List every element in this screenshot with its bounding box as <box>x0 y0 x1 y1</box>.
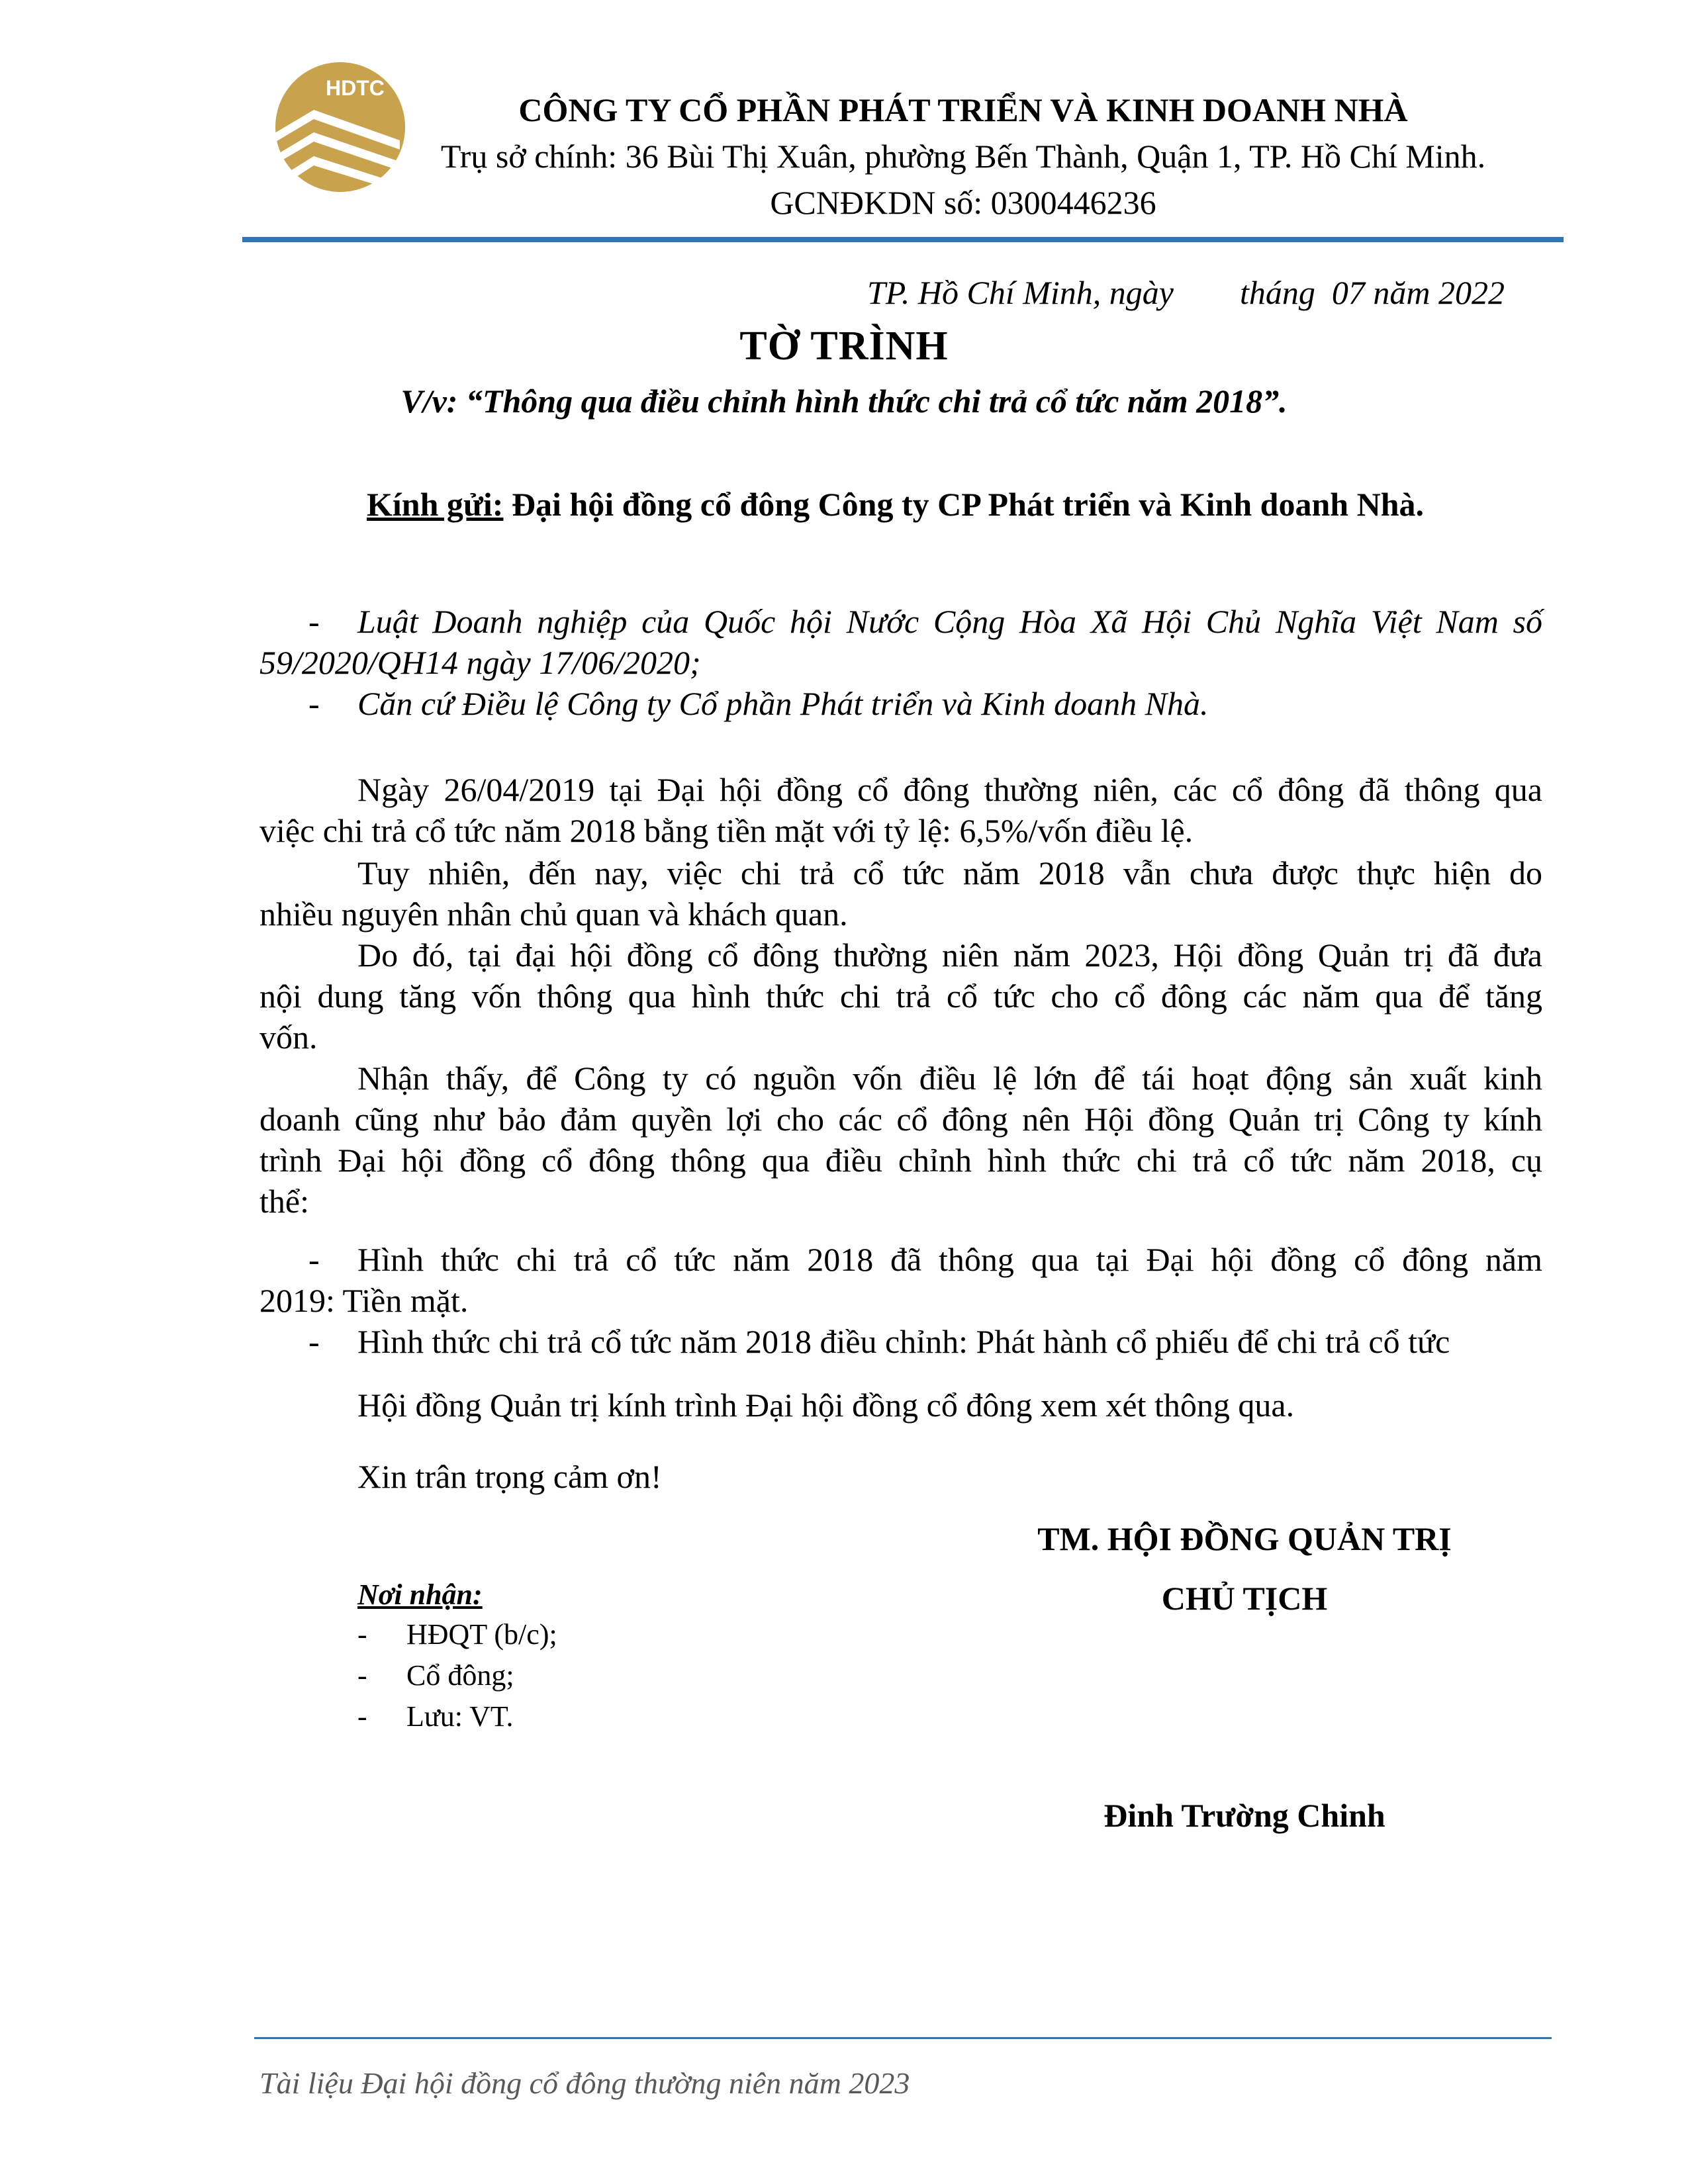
paragraph-2-line1: Tuy nhiên, đến nay, việc chi trả cổ tức năm 2018 vẫn chưa được thực hiện do <box>357 854 1542 891</box>
document-title: TỜ TRÌNH <box>739 324 949 369</box>
bullet-dash: - <box>308 685 320 722</box>
document-subject: V/v: “Thông qua điều chỉnh hình thức chi trả cổ tức năm 2018”. <box>400 383 1288 420</box>
paragraph-1-line2: việc chi trả cổ tức năm 2018 bằng tiền mặt với tỷ lệ: 6,5%/vốn điều lệ. <box>259 812 1194 849</box>
legal-basis-1-line2: 59/2020/QH14 ngày 17/06/2020; <box>259 644 701 681</box>
paragraph-4-line1: Nhận thấy, để Công ty có nguồn vốn điều lệ lớn để tái hoạt động sản xuất kinh <box>357 1060 1542 1097</box>
bullet-1-line1: Hình thức chi trả cổ tức năm 2018 đã thông qua tại Đại hội đồng cổ đông năm <box>357 1241 1542 1278</box>
bullet-dash: - <box>308 603 320 640</box>
closing-request: Hội đồng Quản trị kính trình Đại hội đồng cổ đông xem xét thông qua. <box>357 1387 1295 1424</box>
signer-name: Đinh Trường Chinh <box>1103 1797 1385 1834</box>
header-rule <box>242 237 1564 242</box>
recipients-label: Nơi nhận: <box>357 1578 483 1611</box>
paragraph-4-line3: trình Đại hội đồng cổ đông thông qua điều chỉnh hình thức chi trả cổ tức năm 2018, cụ <box>259 1142 1542 1179</box>
paragraph-2-line2: nhiều nguyên nhân chủ quan và khách quan. <box>259 895 848 933</box>
recipient-label: Kính gửi: <box>367 486 504 523</box>
paragraph-1-line1: Ngày 26/04/2019 tại Đại hội đồng cổ đông thường niên, các cổ đông đã thông qua <box>357 771 1542 808</box>
recipient-text: Đại hội đồng cổ đông Công ty CP Phát triển và Kinh doanh Nhà. <box>503 486 1425 523</box>
bullet-1-line2: 2019: Tiền mặt. <box>259 1282 469 1319</box>
closing-thanks: Xin trân trọng cảm ơn! <box>357 1458 662 1495</box>
company-address: Trụ sở chính: 36 Bùi Thị Xuân, phường Bến Thành, Quận 1, TP. Hồ Chí Minh. <box>440 138 1486 175</box>
recipient-item: Lưu: VT. <box>406 1700 514 1733</box>
logo-text: HDTC <box>326 76 385 100</box>
recipient-item: Cổ đông; <box>406 1659 514 1692</box>
paragraph-3-line3: vốn. <box>259 1019 318 1056</box>
bullet-dash: - <box>357 1700 367 1733</box>
footer-rule <box>254 2037 1552 2039</box>
paragraph-4-line4: thể: <box>259 1183 309 1220</box>
signature-title: TM. HỘI ĐỒNG QUẢN TRỊ <box>1037 1520 1452 1557</box>
paragraph-3-line1: Do đó, tại đại hội đồng cổ đông thường niên năm 2023, Hội đồng Quản trị đã đưa <box>357 936 1542 974</box>
bullet-dash: - <box>308 1323 320 1360</box>
bullet-2: Hình thức chi trả cổ tức năm 2018 điều chỉnh: Phát hành cổ phiếu để chi trả cổ tức <box>357 1323 1450 1360</box>
paragraph-3-line2: nội dung tăng vốn thông qua hình thức chi trả cổ tức cho cổ đông các năm qua để tăng <box>259 978 1542 1015</box>
signature-position: CHỦ TỊCH <box>1161 1580 1328 1617</box>
recipient-line <box>367 484 1424 524</box>
legal-basis-1-line1: Luật Doanh nghiệp của Quốc hội Nước Cộng Hòa Xã Hội Chủ Nghĩa Việt Nam số <box>357 603 1542 640</box>
bullet-dash: - <box>308 1241 320 1278</box>
footer-text: Tài liệu Đại hội đồng cổ đông thường niên năm 2023 <box>259 2066 910 2100</box>
paragraph-4-line2: doanh cũng như bảo đảm quyền lợi cho các cổ đông nên Hội đồng Quản trị Công ty kính <box>259 1101 1542 1138</box>
recipient-item: HĐQT (b/c); <box>406 1618 557 1651</box>
date-line: TP. Hồ Chí Minh, ngày tháng 07 năm 2022 <box>867 274 1505 311</box>
business-license: GCNĐKDN số: 0300446236 <box>770 184 1156 221</box>
bullet-dash: - <box>357 1618 367 1651</box>
legal-basis-2: Căn cứ Điều lệ Công ty Cổ phần Phát triển và Kinh doanh Nhà. <box>357 685 1209 722</box>
company-name: CÔNG TY CỔ PHẦN PHÁT TRIỂN VÀ KINH DOANH NHÀ <box>518 91 1408 128</box>
bullet-dash: - <box>357 1659 367 1692</box>
